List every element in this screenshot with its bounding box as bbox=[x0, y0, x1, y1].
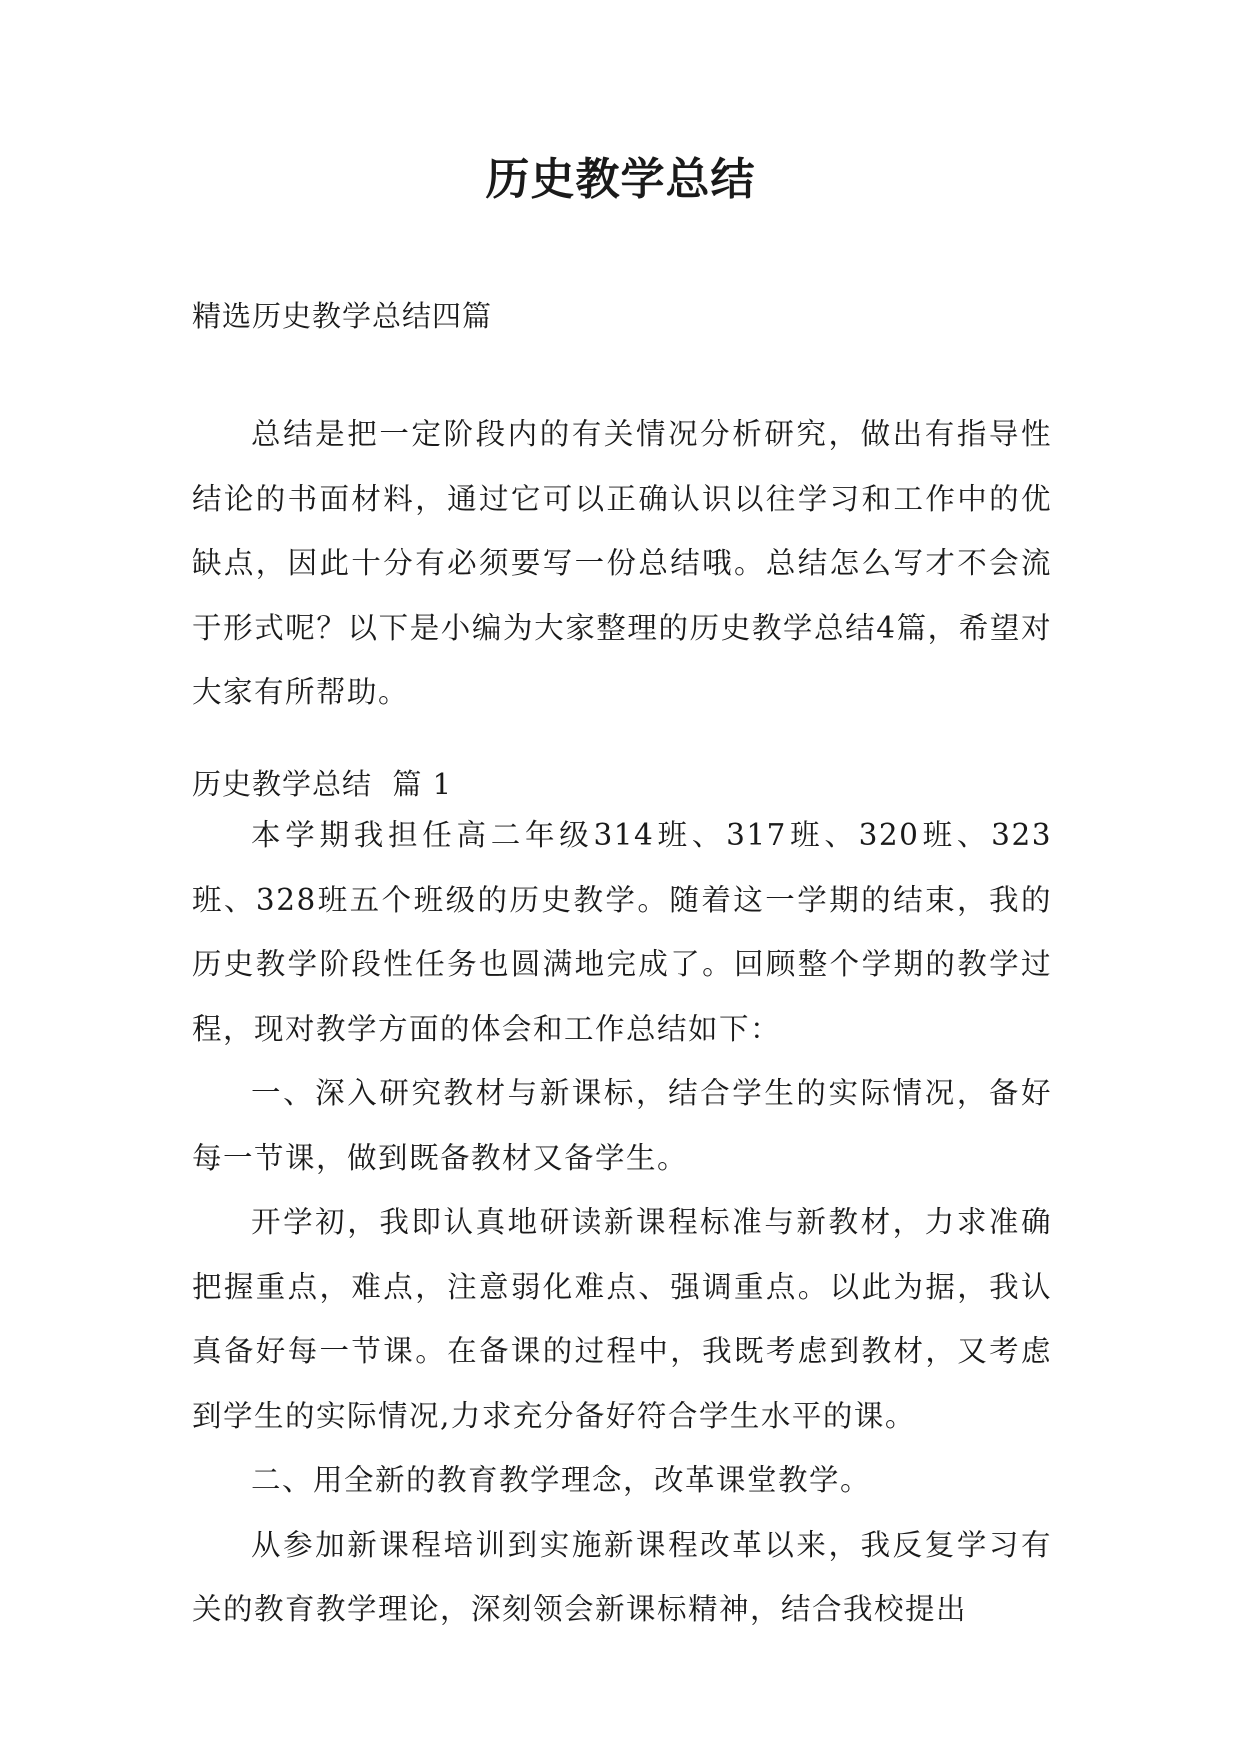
body-paragraph: 本学期我担任高二年级314班、317班、320班、323班、328班五个班级的历史教学。随着这一学期的结束，我的历史教学阶段性任务也圆满地完成了。回顾整个学期的教学过程，现对教学方面的体会和工作总结如下： bbox=[192, 818, 1052, 1046]
body-paragraph: 从参加新课程培训到实施新课程改革以来，我反复学习有关的教育教学理论，深刻领会新课标精神，结合我校提出 bbox=[192, 1527, 1052, 1626]
document-title: 历史教学总结 bbox=[485, 154, 756, 205]
body-paragraph: 二、用全新的教育教学理念，改革课堂教学。 bbox=[251, 1463, 872, 1497]
intro-block bbox=[192, 402, 1052, 725]
body-paragraph: 开学初，我即认真地研读新课程标准与新教材，力求准确把握重点，难点，注意弱化难点、强调重点。以此为据，我认真备好每一节课。在备课的过程中，我既考虑到教材，又考虑到学生的实际情况,力求充分备好符合学生水平的课。 bbox=[192, 1205, 1052, 1433]
intro-paragraph: 总结是把一定阶段内的有关情况分析研究，做出有指导性结论的书面材料，通过它可以正确认识以往学习和工作中的优缺点，因此十分有必须要写一份总结哦。总结怎么写才不会流于形式呢？以下是小编为大家整理的历史教学总结4篇，希望对大家有所帮助。 bbox=[192, 417, 1052, 709]
document-subtitle: 精选历史教学总结四篇 bbox=[192, 299, 493, 333]
section-body bbox=[192, 803, 1052, 1642]
body-paragraph: 一、深入研究教材与新课标，结合学生的实际情况，备好每一节课，做到既备教材又备学生。 bbox=[192, 1076, 1052, 1175]
section-heading: 历史教学总结 篇 1 bbox=[192, 767, 453, 801]
